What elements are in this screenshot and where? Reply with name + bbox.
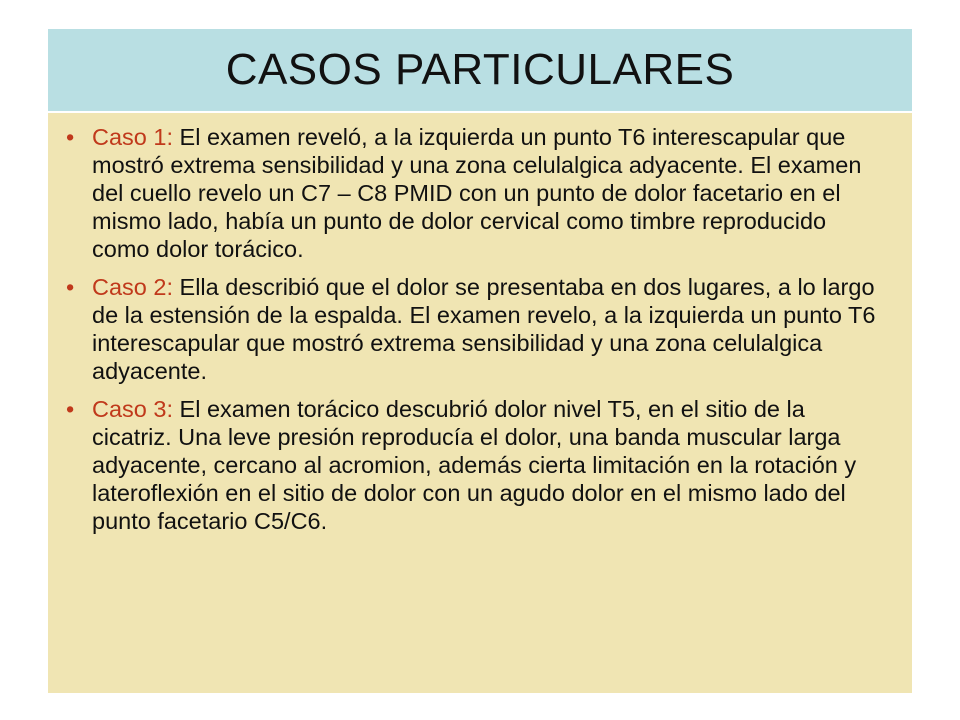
- case-item-3: [66, 395, 890, 535]
- bullet-icon: •: [66, 396, 75, 422]
- case-text: Ella describió que el dolor se presentaba en dos lugares, a lo largo de la estensión de la espalda. El examen revelo, a la izquierda un punto T6 interescapular que mostró extrema sensibilidad y una zona celulalgica adyacente.: [92, 274, 876, 384]
- bullet-icon: •: [66, 124, 75, 150]
- content-box: [48, 113, 912, 693]
- case-label: Caso 2:: [92, 274, 173, 300]
- case-item-1: [66, 123, 890, 263]
- slide-title: CASOS PARTICULARES: [225, 45, 735, 94]
- case-text: El examen reveló, a la izquierda un punto T6 interescapular que mostró extrema sensibilidad y una zona celulalgica adyacente. El examen del cuello revelo un C7 – C8 PMID con un punto de dolor facetario en el mismo lado, había un punto de dolor cervical como timbre reproducido como dolor torácico.: [92, 124, 862, 262]
- case-item-2: [66, 273, 890, 385]
- case-text: El examen torácico descubrió dolor nivel T5, en el sitio de la cicatriz. Una leve presión reproducía el dolor, una banda muscular larga adyacente, cercano al acromion, además cierta limitación en la rotación y lateroflexión en el sitio de dolor con un agudo dolor en el mismo lado del punto facetario C5/C6.: [92, 396, 857, 534]
- case-list: [48, 113, 912, 535]
- title-bar: [48, 29, 912, 111]
- bullet-icon: •: [66, 274, 75, 300]
- case-label: Caso 1:: [92, 124, 173, 150]
- case-label: Caso 3:: [92, 396, 173, 422]
